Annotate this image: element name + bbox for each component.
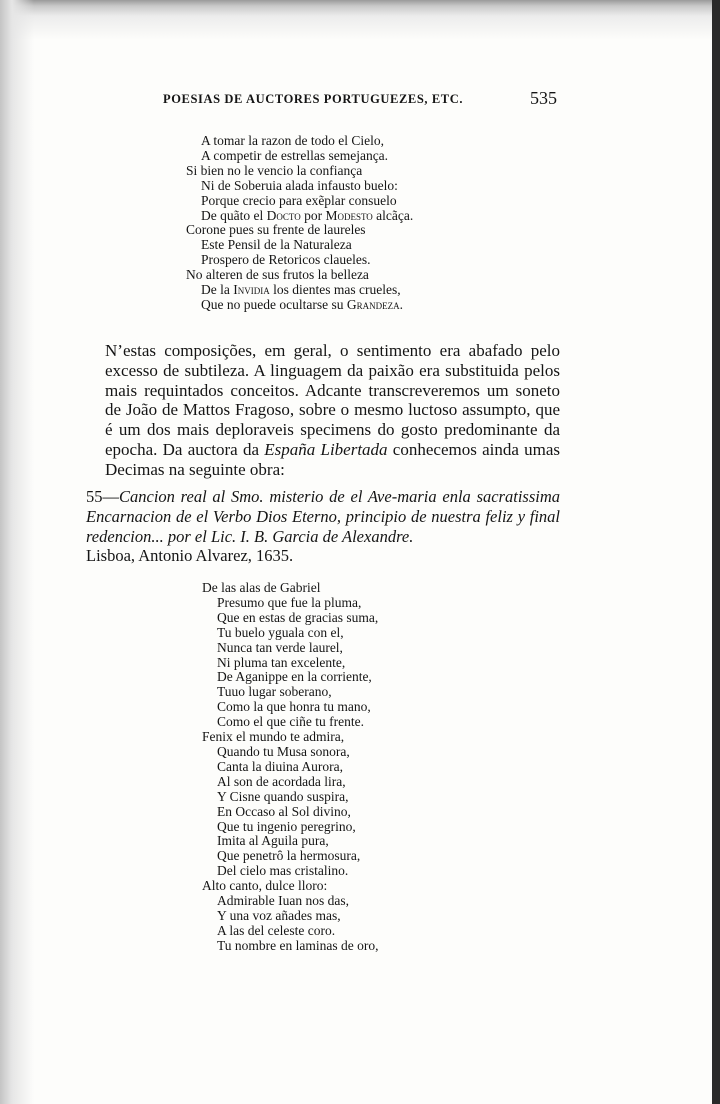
verse-fragment: por bbox=[300, 207, 326, 223]
verse-line: Admirable Iuan nos das, bbox=[217, 893, 349, 909]
small-caps-word: Invidia bbox=[233, 282, 270, 298]
verse-line: Y una voz añades mas, bbox=[217, 907, 341, 923]
verse-line: Porque crecio para exẽplar consuelo bbox=[201, 192, 397, 208]
verse-fragment: De quãto el bbox=[201, 207, 267, 223]
verse-line: Ni pluma tan excelente, bbox=[217, 654, 346, 670]
verse-line: Tuuo lugar soberano, bbox=[217, 684, 332, 700]
verse-line bbox=[186, 283, 413, 298]
verse-line: Como el que ciñe tu frente. bbox=[217, 714, 364, 730]
verse-line: Presumo que fue la pluma, bbox=[217, 594, 362, 610]
verse-line: En Occaso al Sol divino, bbox=[217, 803, 351, 819]
verse-line: Que tu ingenio peregrino, bbox=[217, 818, 356, 834]
verse-line: No alteren de sus frutos la belleza bbox=[186, 267, 369, 283]
verse-line: Que en estas de gracias suma, bbox=[217, 609, 379, 625]
commentary-paragraph bbox=[105, 341, 560, 480]
entry-title: Cancion real al Smo. misterio de el Ave-maria enla sacratissima Encarnacion de el Verbo Dios Eterno, principio de nuestra feliz y final redencion... por el Lic. I. B. Garcia de Alexandre. bbox=[86, 487, 560, 546]
running-title: POESIAS DE AUCTORES PORTUGUEZES, ETC. bbox=[163, 92, 464, 106]
verse-line: Alto canto, dulce lloro: bbox=[202, 878, 328, 894]
verse-line: A tomar la razon de todo el Cielo, bbox=[201, 133, 384, 148]
verse-line: Y Cisne quando suspira, bbox=[217, 788, 349, 804]
verse-line: Que penetrȏ la hermosura, bbox=[217, 848, 361, 864]
verse-line: Este Pensil de la Naturaleza bbox=[201, 237, 352, 253]
entry-imprint: Lisboa, Antonio Alvarez, 1635. bbox=[86, 546, 294, 566]
book-title: España Libertada bbox=[264, 439, 388, 459]
verse-line: Quando tu Musa sonora, bbox=[217, 743, 350, 759]
verse-fragment: Que no puede ocultarse su bbox=[201, 296, 347, 312]
verse-line: Canta la diuina Aurora, bbox=[217, 758, 343, 774]
verse-block-2 bbox=[202, 581, 378, 954]
verse-line: De las alas de Gabriel bbox=[202, 580, 321, 595]
verse-line: Tu buelo yguala con el, bbox=[217, 624, 344, 640]
verse-line: A las del celeste coro. bbox=[217, 922, 336, 938]
prose-text-a: N’estas composições, em geral, o sentimento era abafado pelo excesso de subtileza. A linguagem da paixão era substituida pelos mais requintados conceitos. Adcante transcreveremos um soneto de João de Mattos Fragoso, sobre o mesmo luctoso assumpto, que é um dos mais deploraveis specimens do gosto predominante da epocha. Da auctora da bbox=[105, 341, 560, 459]
verse-line: Corone pues su frente de laureles bbox=[186, 222, 366, 238]
verse-line bbox=[186, 298, 413, 313]
small-caps-word: Grandeza. bbox=[346, 296, 403, 312]
verse-line: Como la que honra tu mano, bbox=[217, 699, 371, 715]
verse-fragment: los dientes mas crueles, bbox=[269, 282, 401, 298]
verse-line: Tu nombre en laminas de oro, bbox=[217, 937, 379, 953]
small-caps-word: Docto bbox=[266, 207, 301, 223]
verse-line: De Aganippe en la corriente, bbox=[217, 669, 372, 685]
verse-line bbox=[186, 209, 413, 224]
page-number: 535 bbox=[530, 88, 557, 108]
verse-block-1 bbox=[186, 134, 413, 313]
running-head bbox=[0, 90, 720, 112]
verse-line: Si bien no le vencio la confiança bbox=[186, 162, 363, 178]
small-caps-word: Modesto bbox=[325, 207, 373, 223]
verse-line: Al son de acordada lira, bbox=[217, 773, 346, 789]
verse-line: Nunca tan verde laurel, bbox=[217, 639, 343, 655]
verse-line: Imita al Aguila pura, bbox=[217, 833, 329, 849]
verse-line: Del cielo mas cristalino. bbox=[217, 863, 349, 879]
verse-line: Ni de Soberuia alada infausto buelo: bbox=[201, 177, 398, 193]
verse-fragment: De la bbox=[201, 282, 234, 298]
verse-line: Fenix el mundo te admira, bbox=[202, 729, 345, 745]
verse-line: Prospero de Retoricos claueles. bbox=[201, 252, 371, 268]
prose-text-b: conhecemos ainda umas Decimas na seguinte obra: bbox=[105, 439, 561, 479]
entry-number: 55— bbox=[86, 487, 119, 506]
verse-fragment: alcãça. bbox=[372, 207, 414, 223]
bibliographic-entry bbox=[86, 487, 560, 566]
verse-line: A competir de estrellas semejança. bbox=[201, 147, 389, 163]
